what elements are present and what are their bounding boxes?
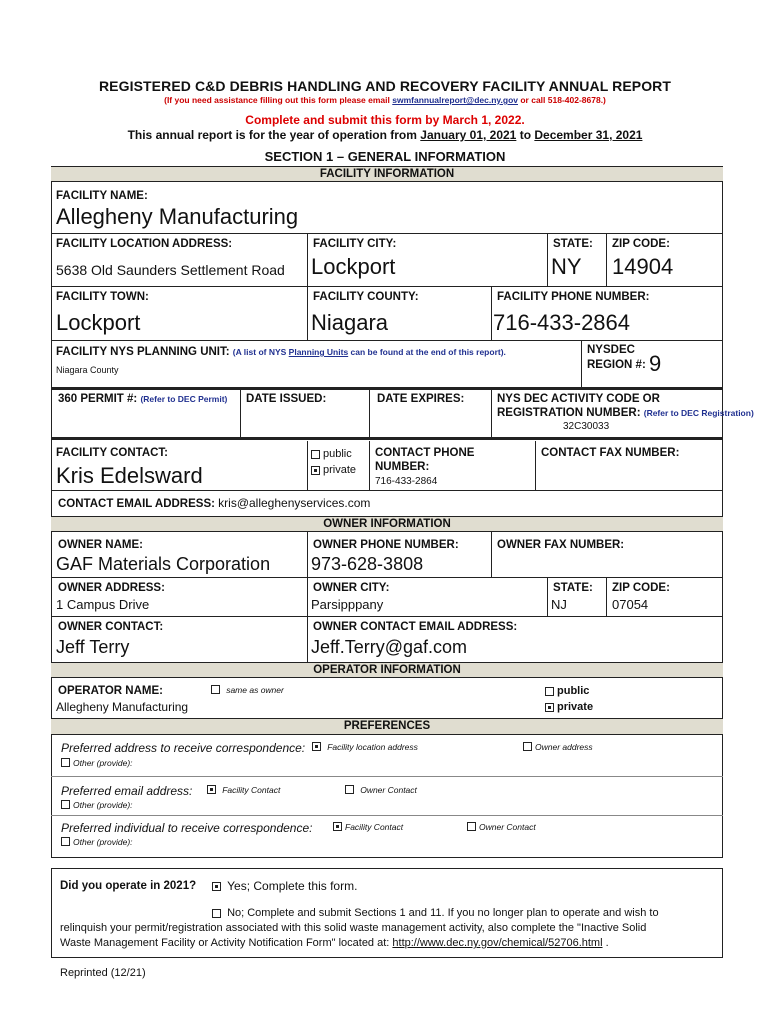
operate-yes-label: Yes; Complete this form. <box>227 879 358 893</box>
pref-email-label: Preferred email address: <box>61 784 193 798</box>
operator-private-checkbox[interactable] <box>545 703 554 712</box>
region-label-2: REGION #: <box>587 359 646 371</box>
owner-zip-label: ZIP CODE: <box>612 582 670 594</box>
pref-email-owner-label: Owner Contact <box>360 785 417 795</box>
operator-same-as-owner-option[interactable] <box>211 684 284 696</box>
owner-phone-label: OWNER PHONE NUMBER: <box>313 539 459 551</box>
pref-correspondence-row <box>61 741 305 755</box>
operate-no-line3 <box>60 937 609 949</box>
contact-private-label: private <box>323 464 357 476</box>
pref-email-facility-label: Facility Contact <box>222 785 281 795</box>
operate-no-line1: No; Complete and submit Sections 1 and 11. If you no longer plan to operate and wish to <box>227 907 659 919</box>
planning-note-pre: (A list of NYS <box>232 347 289 357</box>
contact-email-value[interactable]: kris@alleghenyservices.com <box>218 496 371 510</box>
owner-contact-value[interactable]: Jeff Terry <box>56 637 130 657</box>
operator-public-label: public <box>557 685 590 697</box>
pref-email-owner-option[interactable] <box>345 784 417 796</box>
operator-private-option[interactable] <box>545 701 593 713</box>
pref-indiv-owner-checkbox[interactable] <box>467 822 476 831</box>
facility-zip-value[interactable]: 14904 <box>612 254 674 279</box>
operate-no-line2: relinquish your permit/registration associated with this solid waste management activity, also complete the "Inactive Solid <box>60 922 647 934</box>
assistance-phone-text: or call 518-402-8678.) <box>518 95 606 105</box>
same-as-owner-checkbox[interactable] <box>211 685 220 694</box>
date-expires-label: DATE EXPIRES: <box>377 393 465 405</box>
facility-address-label: FACILITY LOCATION ADDRESS: <box>56 238 233 250</box>
facility-city-label: FACILITY CITY: <box>313 238 397 250</box>
facility-state-value[interactable]: NY <box>551 254 582 279</box>
pref-indiv-owner-option[interactable] <box>467 821 536 833</box>
contact-email-label: CONTACT EMAIL ADDRESS: <box>58 498 215 510</box>
owner-state-label: STATE: <box>553 582 593 594</box>
operate-yes-checkbox[interactable] <box>212 882 221 891</box>
contact-public-option[interactable] <box>311 448 352 460</box>
operator-private-label: private <box>557 701 594 713</box>
pref-corr-owner-option[interactable] <box>523 741 593 753</box>
report-year <box>0 128 770 142</box>
operator-public-option[interactable] <box>545 685 589 697</box>
inactive-form-link[interactable]: http://www.dec.ny.gov/chemical/52706.html <box>392 937 603 949</box>
owner-fax-label: OWNER FAX NUMBER: <box>497 539 625 551</box>
assistance-note <box>0 95 770 105</box>
assistance-text: (If you need assistance filling out this form please email <box>164 95 393 105</box>
reprint-note: Reprinted (12/21) <box>60 967 146 979</box>
pref-email-other-label: Other (provide): <box>73 800 133 810</box>
pref-email-facility-option[interactable] <box>207 784 280 796</box>
facility-name-label: FACILITY NAME: <box>56 190 148 202</box>
contact-phone-label-1: CONTACT PHONE <box>375 447 475 459</box>
pref-indiv-facility-option[interactable] <box>333 821 403 833</box>
pref-indiv-other-label: Other (provide): <box>73 837 133 847</box>
facility-town-value[interactable]: Lockport <box>56 310 141 335</box>
pref-corr-owner-checkbox[interactable] <box>523 742 532 751</box>
permit-label <box>58 393 227 405</box>
pref-corr-other-checkbox[interactable] <box>61 758 70 767</box>
operate-no-option[interactable] <box>212 907 659 919</box>
owner-address-label: OWNER ADDRESS: <box>58 582 165 594</box>
permit-note: (Refer to DEC Permit) <box>140 394 228 404</box>
facility-phone-value[interactable]: 716-433-2864 <box>493 310 631 335</box>
planning-units-link[interactable]: Planning Units <box>288 347 349 357</box>
facility-address-value[interactable]: 5638 Old Saunders Settlement Road <box>56 262 285 278</box>
pref-indiv-facility-checkbox[interactable] <box>333 822 342 831</box>
owner-city-value[interactable]: Parsipppany <box>311 597 384 612</box>
activity-code-value[interactable]: 32C30033 <box>563 421 610 432</box>
operate-no-line3-end: . <box>602 937 609 949</box>
activity-code-label-1: NYS DEC ACTIVITY CODE OR <box>497 393 660 405</box>
owner-email-label: OWNER CONTACT EMAIL ADDRESS: <box>313 621 518 633</box>
pref-email-row <box>61 784 192 798</box>
contact-fax-label: CONTACT FAX NUMBER: <box>541 447 680 459</box>
pref-indiv-other-option[interactable] <box>61 836 133 848</box>
same-as-owner-label: same as owner <box>226 685 284 695</box>
operator-public-checkbox[interactable] <box>545 687 554 696</box>
pref-corr-facility-option[interactable] <box>312 741 418 753</box>
operate-question: Did you operate in 2021? <box>60 880 197 892</box>
pref-corr-other-option[interactable] <box>61 757 133 769</box>
facility-county-label: FACILITY COUNTY: <box>313 291 419 303</box>
operator-name-value[interactable]: Allegheny Manufacturing <box>56 700 189 714</box>
contact-email-row <box>58 496 370 510</box>
contact-phone-label-2: NUMBER: <box>375 461 430 473</box>
planning-note-post: can be found at the end of this report). <box>348 347 506 357</box>
owner-email-value[interactable]: Jeff.Terry@gaf.com <box>311 637 467 657</box>
contact-public-checkbox[interactable] <box>311 450 320 459</box>
pref-indiv-facility-label: Facility Contact <box>345 822 404 832</box>
activity-code-label-2 <box>497 407 754 419</box>
facility-phone-label: FACILITY PHONE NUMBER: <box>497 291 650 303</box>
operator-name-label: OPERATOR NAME: <box>58 685 163 697</box>
activity-code-note: (Refer to DEC Registration) <box>643 408 754 418</box>
pref-individual-label: Preferred individual to receive correspondence: <box>61 821 313 835</box>
pref-correspondence-label: Preferred address to receive correspondence: <box>61 741 306 755</box>
assistance-email-link[interactable]: swmfannualreport@dec.ny.gov <box>392 95 518 105</box>
owner-city-label: OWNER CITY: <box>313 582 390 594</box>
report-title: REGISTERED C&D DEBRIS HANDLING AND RECOVERY FACILITY ANNUAL REPORT <box>98 78 672 94</box>
operate-yes-option[interactable] <box>212 879 357 893</box>
operate-no-checkbox[interactable] <box>212 909 221 918</box>
pref-email-other-option[interactable] <box>61 799 133 811</box>
pref-corr-other-label: Other (provide): <box>73 758 133 768</box>
owner-contact-label: OWNER CONTACT: <box>58 621 164 633</box>
pref-corr-facility-checkbox[interactable] <box>312 742 321 751</box>
operate-no-line3-text: Waste Management Facility or Activity Notification Form" located at: <box>60 937 393 949</box>
date-issued-label: DATE ISSUED: <box>246 393 327 405</box>
owner-name-value[interactable]: GAF Materials Corporation <box>56 554 271 574</box>
owner-name-label: OWNER NAME: <box>58 539 143 551</box>
pref-individual-row <box>61 821 312 835</box>
contact-phone-value[interactable]: 716-433-2864 <box>375 476 438 487</box>
contact-private-option[interactable] <box>311 464 356 476</box>
facility-contact-label: FACILITY CONTACT: <box>56 447 169 459</box>
pref-corr-owner-label: Owner address <box>535 742 593 752</box>
facility-zip-label: ZIP CODE: <box>612 238 670 250</box>
owner-info-band: OWNER INFORMATION <box>51 516 723 532</box>
pref-indiv-other-checkbox[interactable] <box>61 837 70 846</box>
facility-city-value[interactable]: Lockport <box>311 254 396 279</box>
year-to: December 31, 2021 <box>534 128 643 142</box>
operate-question-row <box>60 880 196 892</box>
planning-unit-note <box>233 347 506 357</box>
pref-corr-facility-label: Facility location address <box>327 742 418 752</box>
contact-private-checkbox[interactable] <box>311 466 320 475</box>
year-text: This annual report is for the year of operation from <box>127 128 421 142</box>
owner-phone-value[interactable]: 973-628-3808 <box>311 554 424 574</box>
deadline-note: Complete and submit this form by March 1, 2022. <box>245 113 525 127</box>
facility-county-value[interactable]: Niagara <box>311 310 389 335</box>
pref-email-owner-checkbox[interactable] <box>345 785 354 794</box>
planning-unit-value[interactable]: Niagara County <box>56 365 119 375</box>
facility-name-value[interactable]: Allegheny Manufacturing <box>56 204 299 229</box>
region-label-1: NYSDEC <box>587 344 635 356</box>
year-from: January 01, 2021 <box>420 128 517 142</box>
pref-email-facility-checkbox[interactable] <box>207 785 216 794</box>
activity-code-label-text: REGISTRATION NUMBER: <box>497 407 641 419</box>
facility-contact-value[interactable]: Kris Edelsward <box>56 463 203 488</box>
permit-label-text: 360 PERMIT #: <box>58 393 138 405</box>
owner-state-value[interactable]: NJ <box>551 597 567 612</box>
operator-info-band: OPERATOR INFORMATION <box>51 662 723 678</box>
region-value[interactable]: 9 <box>649 351 662 376</box>
contact-public-label: public <box>323 448 352 460</box>
section-title: SECTION 1 – GENERAL INFORMATION <box>264 149 506 164</box>
facility-info-band: FACILITY INFORMATION <box>51 166 723 182</box>
owner-address-value[interactable]: 1 Campus Drive <box>56 597 150 612</box>
pref-indiv-owner-label: Owner Contact <box>479 822 536 832</box>
facility-state-label: STATE: <box>553 238 593 250</box>
preferences-band: PREFERENCES <box>51 718 723 735</box>
owner-zip-value[interactable]: 07054 <box>612 597 649 612</box>
facility-town-label: FACILITY TOWN: <box>56 291 149 303</box>
pref-email-other-checkbox[interactable] <box>61 800 70 809</box>
planning-unit-label <box>56 346 506 358</box>
year-mid: to <box>516 128 535 142</box>
planning-unit-label-text: FACILITY NYS PLANNING UNIT: <box>56 346 230 358</box>
